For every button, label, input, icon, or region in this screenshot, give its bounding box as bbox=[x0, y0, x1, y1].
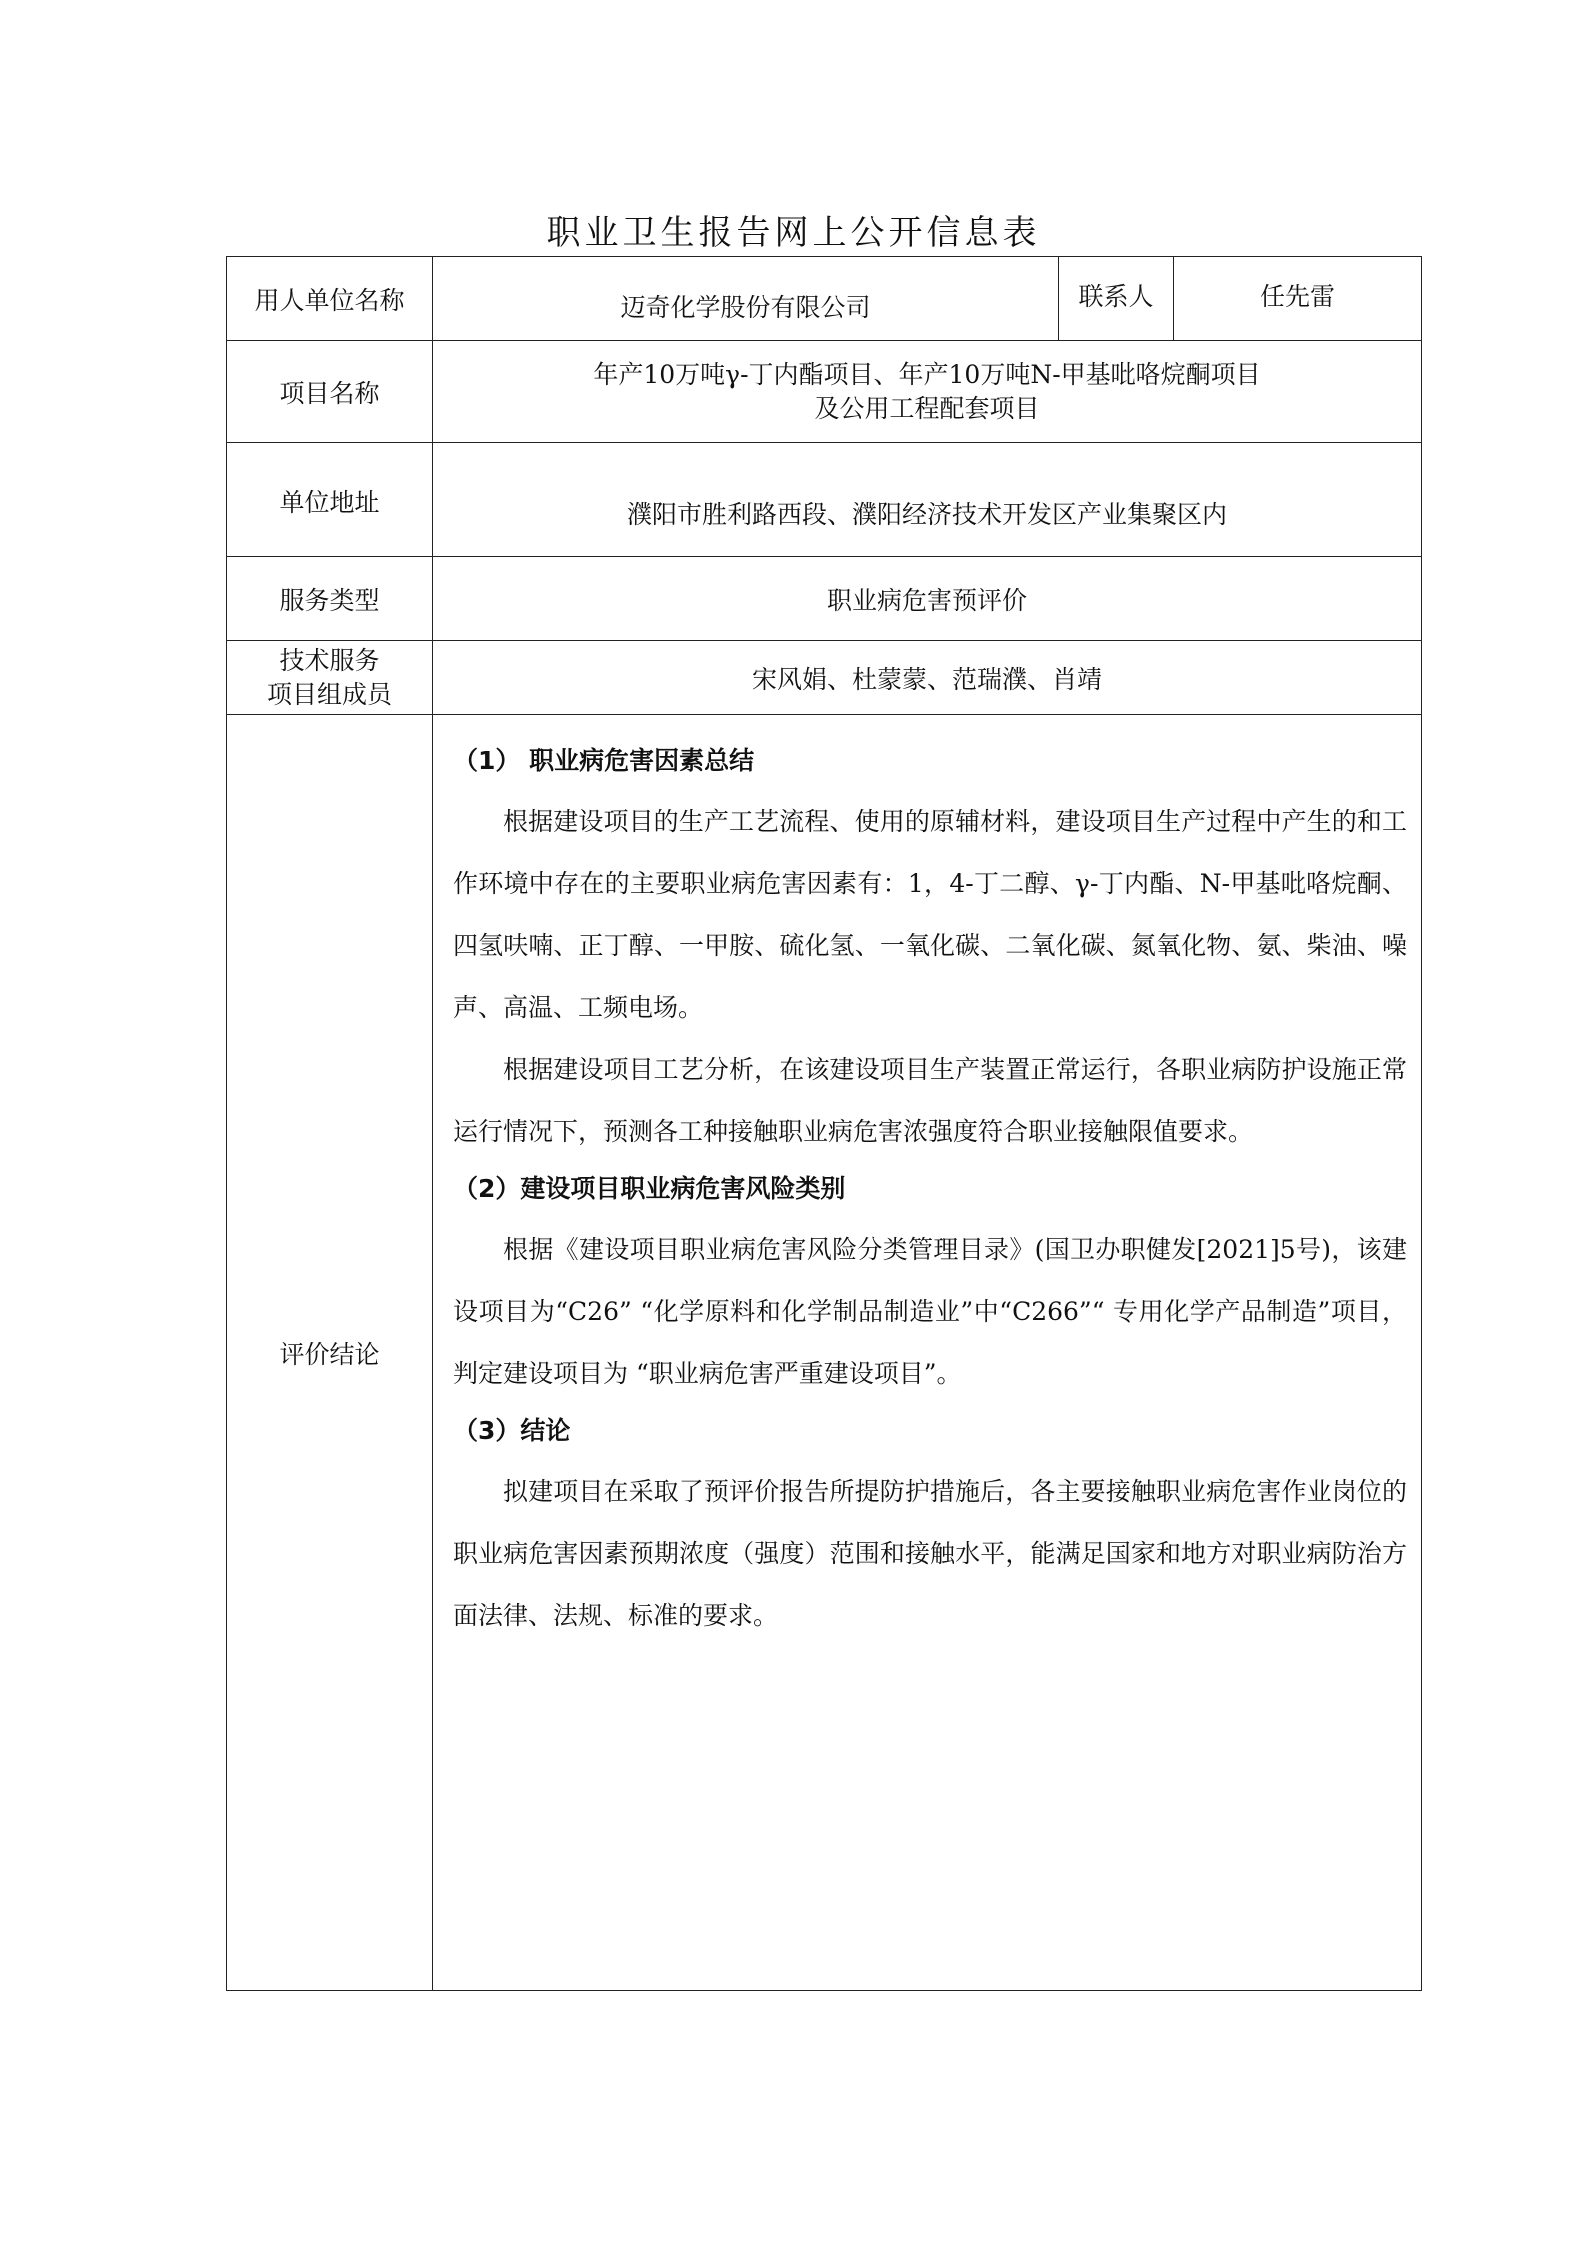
service-value: 职业病危害预评价 bbox=[433, 557, 1422, 641]
contact-label: 联系人 bbox=[1059, 257, 1174, 341]
conclusion-content bbox=[433, 715, 1422, 1991]
section-3-title: （3）结论 bbox=[453, 1416, 571, 1445]
conclusion-label: 评价结论 bbox=[227, 715, 433, 1991]
unit-name-label: 用人单位名称 bbox=[227, 257, 433, 341]
service-label: 服务类型 bbox=[227, 557, 433, 641]
page-title: 职业卫生报告网上公开信息表 bbox=[546, 213, 1041, 253]
members-label-line-2: 项目组成员 bbox=[266, 679, 392, 709]
info-table bbox=[226, 256, 1422, 1991]
row-unit-name bbox=[227, 257, 1422, 341]
section-3-paragraph-1: 拟建项目在采取了预评价报告所提防护措施后，各主要接触职业病危害作业岗位的职业病危害因素预期浓度（强度）范围和接触水平，能满足国家和地方对职业病防治方面法律、法规、标准的要求。 bbox=[453, 1477, 1407, 1630]
row-service bbox=[227, 557, 1422, 641]
row-conclusion bbox=[227, 715, 1422, 1991]
project-line-1: 年产10万吨γ-丁内酯项目、年产10万吨N-甲基吡咯烷酮项目 bbox=[593, 359, 1261, 389]
row-address bbox=[227, 443, 1422, 557]
address-value: 濮阳市胜利路西段、濮阳经济技术开发区产业集聚区内 bbox=[433, 443, 1422, 557]
section-1-title: （1） 职业病危害因素总结 bbox=[453, 746, 755, 775]
row-members bbox=[227, 641, 1422, 715]
section-1-paragraph-2: 根据建设项目工艺分析，在该建设项目生产装置正常运行，各职业病防护设施正常运行情况下，预测各工种接触职业病危害浓强度符合职业接触限值要求。 bbox=[453, 1055, 1407, 1146]
project-line-2: 及公用工程配套项目 bbox=[814, 393, 1040, 423]
unit-name-value: 迈奇化学股份有限公司 bbox=[433, 257, 1059, 341]
members-value: 宋风娟、杜蒙蒙、范瑞濮、肖靖 bbox=[433, 641, 1422, 715]
members-label-line-1: 技术服务 bbox=[279, 645, 380, 675]
address-label: 单位地址 bbox=[227, 443, 433, 557]
contact-value: 任先雷 bbox=[1174, 257, 1422, 341]
section-1-paragraph-1: 根据建设项目的生产工艺流程、使用的原辅材料，建设项目生产过程中产生的和工作环境中存在的主要职业病危害因素有：1，4-丁二醇、γ-丁内酯、N-甲基吡咯烷酮、四氢呋喃、正丁醇、一甲胺、硫化氢、一氧化碳、二氧化碳、氮氧化物、氨、柴油、噪声、高温、工频电场。 bbox=[453, 807, 1407, 1022]
section-2-title: （2）建设项目职业病危害风险类别 bbox=[453, 1174, 846, 1203]
members-label bbox=[227, 641, 433, 715]
project-value bbox=[433, 341, 1422, 443]
project-label: 项目名称 bbox=[227, 341, 433, 443]
row-project bbox=[227, 341, 1422, 443]
section-2-paragraph-1: 根据《建设项目职业病危害风险分类管理目录》(国卫办职健发[2021]5号)，该建设项目为“C26” “化学原料和化学制品制造业”中“C266”“ 专用化学产品制造”项目，判定建设项目为 “职业病危害严重建设项目”。 bbox=[453, 1235, 1407, 1388]
